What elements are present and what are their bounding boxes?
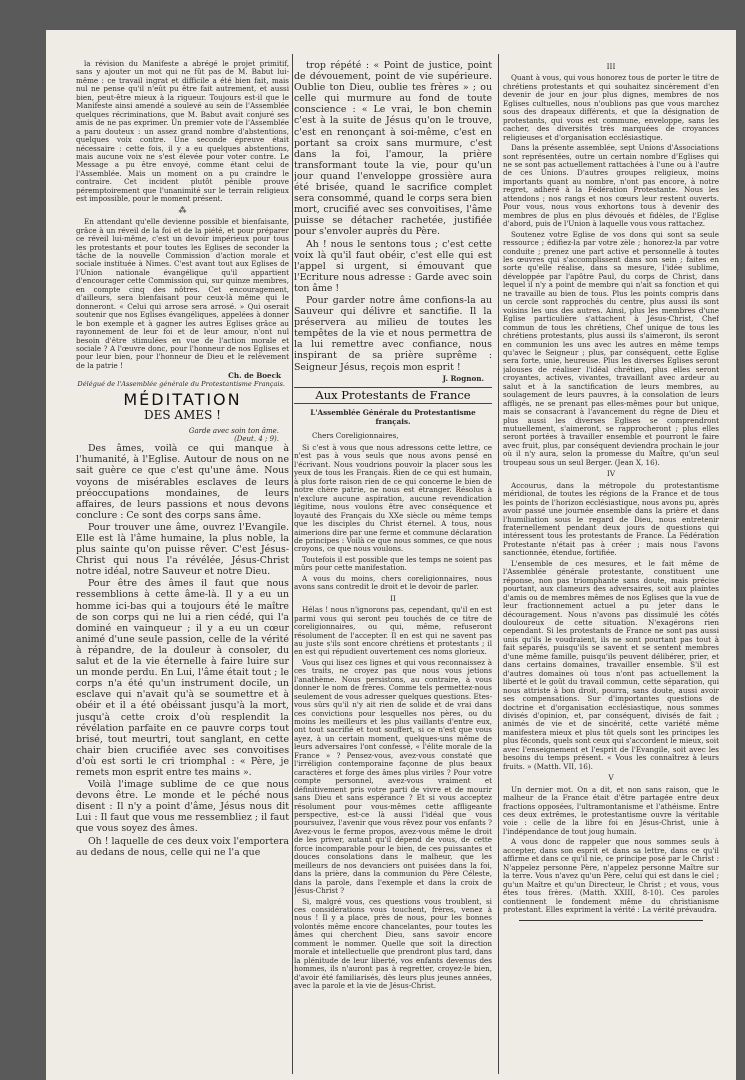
- letter-paragraph: A vous du moins, chers coreligionnaires, nous avons sans contredit le droit et le devoir de parler.: [294, 573, 492, 592]
- salutation: Chers Coreligionnaires,: [312, 430, 399, 440]
- protestants-subheading: L'Assemblée Générale du Protestantisme français.: [310, 407, 476, 426]
- section-number: IV: [606, 469, 616, 479]
- meditation-paragraph: Ah ! nous le sentons tous ; c'est cette voix là qu'il faut obéir, c'est elle qui est l'appel si urgent, si émouvant que l'Ecriture nous adresse : Garde avec soin ton âme !: [294, 238, 492, 294]
- letter-paragraph: Si, malgré vous, ces questions vous troublent, si ces considérations vous touchent, frères, venez à nous ! Il y a place, près de nous, pour les bonnes volontés même encore chancelantes, pour toutes les âmes qui cherchent Dieu, sans savoir encore comment le nommer. Quelle que soit la direction morale et intellectuelle que prendront plus tard, dans la plénitude de leur liberté, vos enfants devenus des hommes, ils n'auront pas à regretter, croyez-le bien, d'avoir été familiarisés, dès leurs plus jeunes années, avec la parole et la vie de Jésus-Christ.: [294, 896, 492, 991]
- manifest-paragraph: la révision du Manifeste a abrégé le projet primitif, sans y ajouter un mot qui ne fût pas de M. Babut lui-même : ce travail ingrat et difficile a été bien fait, mais nul ne pense qu'il n'eût pu être fait autrement, et aussi bien, peut-être mieux à la rigueur. Toujours est-il que le Manifeste ainsi amendé a soulevé au sein de l'Assemblée quelques récriminations, que M. Babut avait conjuré ses amis de ne pas exprimer. Un premier vote de l'Assemblée a paru douteux : un assez grand nombre d'abstentions, quelques voix contre. Une seconde épreuve était nécessaire : cette fois, il y a eu quelques abstentions, mais aucune voix ne s'est élevée pour voter contre. Le Message a pu être envoyé, comme étant celui de l'Assemblée. Mais un moment on a pu craindre le contraire. Cet incident plutôt pénible prouve péremptoirement que l'unanimité sur le terrain religieux est impossible, pour le moment présent.: [76, 60, 289, 204]
- meditation-paragraph: Oh ! laquelle de ces deux voix l'emportera au dedans de nous, celle qui ne l'a que: [76, 835, 289, 858]
- meditation-signature: J. Rognon.: [442, 373, 484, 383]
- letter-paragraph: Si c'est à vous que nous adressons cette lettre, ce n'est pas à vous seuls que nous avons pensé en l'écrivant. Nous voudrions pouvoir la placer sous les yeux de tous les Français. Rien de ce qui est humain, à plus forte raison rien de ce qui concerne le bien de notre chère patrie, ne nous est étranger. Résolus à n'exclure aucune aspiration, aucune revendication légitime, nous voulons être avec conséquence et loyauté des Français du XXe siècle ou même temps que les disciples du Christ éternel. A tous, nous aimerions dire par une ferme et commune déclaration de principes : Voilà ce que nous sommes, ce que nous croyons, ce que nous voulons.: [294, 442, 492, 554]
- epigraph-reference: (Deut. 4 ; 9).: [234, 435, 279, 444]
- section-number: V: [608, 773, 614, 783]
- letter-paragraph: Vous qui lisez ces lignes et qui vous reconnaissez à ces traits, ne croyez pas que nous vous jetions l'anathème. Nous persistons, au contraire, à vous donner le nom de frères. Comme tels permettez-nous seulement de vous adresser quelques questions. Etes-vous sûrs qu'il n'y ait rien de solide et de vrai dans ces convictions pour lesquelles nos pères, ou du moins les meilleurs et les plus vaillants d'entre eux, ont tout sacrifié et tout souffert, si ce n'est que vous ayez, à un certain moment, quelques-uns même de leurs adversaires l'ont confessé, « l'élite morale de la France » ? Pensez-vous, avez-vous constaté que l'irréligion contemporaine façonne de plus beaux caractères et forge des âmes plus viriles ? Pour votre compte personnel, avez-vous vraiment et définitivement pris votre parti de vivre et de mourir sans Dieu et sans espérance ? Et si vous acceptez résolument pour vous-mêmes cette affligeante perspective, est-ce là aussi l'idéal que vous poursuivez, l'avenir que vous rêvez pour vos enfants ? Avez-vous le ferme propos, avez-vous même le droit de les priver, autant qu'il dépend de vous, de cette force incomparable pour le bien, de ces puissantes et douces consolations dans le malheur, que les meilleurs de nos devanciers ont puisées dans la foi, dans la prière, dans la communion du Père Céleste, dans la parole, dans l'exemple et dans la croix de Jésus-Christ ?: [294, 657, 492, 896]
- section-number: III: [606, 62, 616, 71]
- column-left: [76, 60, 289, 859]
- section-number: II: [390, 593, 396, 603]
- column-right: [503, 60, 719, 927]
- letter-paragraph: Accourus, dans la métropole du protestantisme méridional, de toutes les régions de la France et de tous les points de l'horizon ecclésiastique, nous avons pu, après avoir passé une journée ensemble dans la prière et dans l'humiliation sous le regard de Dieu, nous entretenir fraternellement pendant deux jours de questions qui intéressent tous les protestants de France. La Fédération Protestante n'était pas à créer ; mais nous l'avons sanctionnée, étendue, fortifiée.: [503, 480, 719, 558]
- letter-paragraph: Un dernier mot. On a dit, et non sans raison, que le malheur de la France était d'être partagée entre deux fractions opposées, l'ultramontanisme et l'athéisme. Entre ces deux extrêmes, le protestantisme ouvre la véritable voie : celle de la libre foi en Jésus-Christ, unie à l'indépendance de tout joug humain.: [503, 784, 719, 836]
- signature-role: Délégué de l'Assemblée générale du Protestantisme Français.: [77, 379, 285, 388]
- article-title: DES AMES !: [144, 407, 221, 422]
- column-middle: [294, 60, 492, 993]
- meditation-paragraph: Pour garder notre âme confions-la au Sauveur qui délivre et sanctifie. Il la préservera au milieu de toutes les tempêtes de la vie et nous permettra de la lui remettre avec confiance, nous inspirant de sa prière suprême : Seigneur Jésus, reçois mon esprit !: [294, 294, 492, 373]
- closing-rule: [519, 920, 703, 921]
- epigraph-text: Garde avec soin ton âme.: [188, 427, 279, 436]
- letter-paragraph: Hélas ! nous n'ignorons pas, cependant, qu'il en est parmi vous qui seront peu touchés de ce titre de coreligionnaires, ou qui, même, refuseront résolument de l'accepter. Il en est qui ne savent pas au juste s'ils sont encore chrétiens et protestants ; il en est qui répudient ouvertement ces noms glorieux.: [294, 605, 492, 657]
- column-rule: [498, 54, 499, 1074]
- letter-paragraph: Toutefois il est possible que les temps ne soient pas mûrs pour cette manifestation.: [294, 554, 492, 573]
- article-signature: Ch. de Boeck: [228, 371, 281, 381]
- meditation-body: [76, 443, 289, 857]
- meditation-heading: MÉDITATION: [123, 390, 242, 410]
- section-separator: ⁂: [178, 205, 187, 215]
- newspaper-page: [46, 30, 736, 1080]
- letter-paragraph: L'ensemble de ces mesures, et le fait même de l'Assemblée générale protestante, constituent une réponse, non pas triomphante sans doute, mais précise pourtant, aux clameurs des adversaires, soit aux plaintes d'amis ou de membres mêmes de nos Eglises que la vue de leur fractionnement actuel a pu jeter dans le découragement. Nous n'avons pas dissimulé les côtés douloureux de cette situation. N'exagérons rien cependant. Si les protestants de France ne sont pas aussi unis qu'ils le voudraient, ils ne sont pourtant pas tout à fait séparés, puisqu'ils se savent et se sentent membres d'une même famille, puisqu'ils peuvent délibérer, prier, et dans certains domaines, travailler ensemble. S'il est d'autres domaines où tous n'ont pas actuellement la liberté et le goût du travail commun, cette séparation, qui nous attriste à bon droit, pourra, sans doute, aussi avoir ses compensations. Sur d'importantes questions de doctrine et d'organisation ecclésiastique, nous sommes divisés d'opinion, et, par conséquent, divisés de fait ; animés de vie et de sincérité, cette variété même manifestera mieux et plus tôt quels sont les principes les plus féconds, quels sont ceux qui s'accordent le mieux, soit avec l'enseignement et l'esprit de l'Evangile, soit avec les besoins du temps présent. « Vous les connaîtrez à leurs fruits. » (Matth. VII, 16).: [503, 558, 719, 771]
- meditation-continuation: [294, 60, 492, 373]
- letter-paragraph: A vous donc de rappeler que nous sommes seuls à accepter, dans son esprit et dans sa lettre, dans ce qu'il affirme et dans ce qu'il nie, ce principe posé par le Christ : N'appelez personne Père, n'appelez personne Maître sur la terre. Vous n'avez qu'un Père, celui qui est dans le ciel ; qu'un Maître et qu'un Directeur, le Christ ; et vous, vous êtes tous frères. (Matth. XXIII, 8-10). Ces paroles contiennent le fondement même du christianisme protestant. Elles expriment la vérité : La vérité prévaudra.: [503, 837, 719, 914]
- column-rule: [292, 54, 293, 1074]
- letter-paragraph: Dans la présente assemblée, sept Unions d'Associations sont représentées, outre un certain nombre d'Eglises qui ne se sont pas actuellement rattachées à l'une ou à l'autre de ces Unions. D'autres groupes religieux, moins importants quant au nombre, n'ont pas encore, à notre regret, adhéré à la Fédération Protestante. Nous les attendons ; nos rangs et nos cœurs leur restent ouverts. Pour vous, nous vous exhortons tous à devenir des membres de plus en plus dévoués et fidèles, de l'Eglise d'abord, puis de l'Union à laquelle vous vous rattachez.: [503, 143, 719, 229]
- protestants-heading: Aux Protestants de France: [294, 387, 492, 403]
- meditation-paragraph: trop répété : « Point de justice, point de dévouement, point de vie supérieure. Oublie ton Dieu, oublie tes frères » ; ou celle qui murmure au fond de toute conscience : « Le vrai, le bon chemin c'est à la suite de Jésus qu'on le trouve, c'est en renonçant à soi-même, c'est en portant sa croix sans murmure, c'est dans la foi, l'amour, la prière transformant toute la vie, pour qu'un jour quand l'enveloppe grossière aura été brisée, quand le sacrifice complet sera consommé, quand le corps sera bien mort, crucifié avec ses convoitises, l'âme puisse se détacher rachetée, justifiée pour s'envoler auprès du Père.: [294, 60, 492, 238]
- letter-paragraph: Soutenez votre Eglise de vos dons qui sont sa seule ressource ; édifiez-la par votre zèle ; honorez-la par votre conduite ; prenez une part active et personnelle à toutes les œuvres qui s'accomplissent dans son sein ; faites en sorte qu'elle réalise, dans sa mesure, l'idée sublime, développée par l'apôtre Paul, du corps de Christ, dans lequel il n'y a point de membre qui n'ait sa fonction et qui ne travaille au bien de tous. Plus les points compris dans un cercle sont rapprochés du centre, plus aussi ils sont voisins les uns des autres. Ainsi, plus les membres d'une Eglise particulière s'attachent à Jésus-Christ, Chef commun de tous les chrétiens, Chef unique de tous les chrétiens protestants, plus aussi ils s'aimeront, ils seront en communion les uns avec les autres en même temps qu'avec le Seigneur ; plus, par conséquent, cette Eglise sera forte, unie, heureuse. Plus les diverses Eglises seront jalouses de réaliser l'idéal chrétien, plus elles seront croyantes, actives, vivantes, travaillant avec ardeur au salut et à la sanctification de leurs membres, au soulagement de leurs pauvres, à la consolation de leurs affligés, ne se prenant pas elles-mêmes pour but unique, mais se consacrant à l'avancement du règne de Dieu et plus aussi les diverses Eglises se comprendront mutuellement, s'aimeront, se rapprocheront ; plus elles seront portées à travailler ensemble et pourront le faire avec fruit, plus, par conséquent deviendra prochain le jour où il n'y aura, selon la promesse du Maître, qu'un seul troupeau sous un seul Berger. (Jean X, 16).: [503, 229, 719, 467]
- meditation-paragraph: Des âmes, voilà ce qui manque à l'humanité, à l'Eglise. Autour de nous on ne sait guère ce que c'est qu'une âme. Nous voyons de misérables esclaves de leurs préoccupations mondaines, de leurs affaires, de leurs passions et nous devons conclure : Ce sont des corps sans âme.: [76, 443, 289, 521]
- meditation-paragraph: Voilà l'image sublime de ce que nous devons être. Le monde et le péché nous disent : Il n'y a point d'âme, Jésus nous dit Lui : Il faut que vous me ressembliez ; il faut que vous soyez des âmes.: [76, 779, 289, 835]
- letter-paragraph: Quant à vous, qui vous honorez tous de porter le titre de chrétiens protestants et qui souhaitez sincèrement d'en devenir de jour en jour plus dignes, membres de nos Eglises cultuelles, nous n'oublions pas que vous marchez sous des drapeaux différents, et que la désignation de protestants, qui vous est commune, enveloppe, sans les cacher, des diversités très marquées de croyances religieuses et d'organisation ecclésiastique.: [503, 73, 719, 142]
- meditation-paragraph: Pour être des âmes il faut que nous ressemblions à cette âme-là. Il y a eu un homme ici-bas qui a toujours été le maître de son corps qui ne lui a rien cédé, qui l'a dominé en vainqueur ; il y a eu un cœur animé d'une seule passion, celle de la vérité à répandre, de la douleur à consoler, du salut et de la vie éternelle à faire luire sur un monde perdu. En Lui, l'âme était tout ; le corps n'a été qu'un instrument docile, un esclave qui n'avait qu'à se soumettre et à obéir et il a été obéissant jusqu'à la mort, jusqu'à cette croix d'où resplendit la révélation parfaite en ce pauvre corps tout brisé, tout meurtri, tout sanglant, en cette chair bien crucifiée avec ses convoitises d'où est sorti le cri triomphal : « Père, je remets mon esprit entre tes mains ».: [76, 578, 289, 778]
- meditation-paragraph: Pour trouver une âme, ouvrez l'Evangile. Elle est là l'âme humaine, la plus noble, la plus sainte qu'on puisse rêver. C'est Jésus-Christ qui nous l'a révélée, Jésus-Christ notre idéal, notre Sauveur et notre Dieu.: [76, 521, 289, 578]
- appeal-paragraph: En attendant qu'elle devienne possible et bienfaisante, grâce à un réveil de la foi et de la piété, et pour préparer ce réveil lui-même, c'est un devoir impérieux pour tous les protestants et pour toutes les Eglises de seconder la tâche de la nouvelle Commission d'action morale et sociale instituée à Nimes. C'est avant tout aux Eglises de l'Union nationale évangélique qu'il appartient d'encourager cette Commission qui, sur quinze membres, en compte cinq des nôtres. Cet encouragement, d'ailleurs, sera bienfaisant pour ceux-là même qui le donneront. « Celui qui arrose sera arrosé. » Qui oserait soutenir que nos Eglises évangéliques, appelées à donner le bon exemple et à gagner les autres Eglises grâce au rayonnement de leur foi et de leur amour, n'ont nul besoin d'être stimulées en vue de l'action morale et sociale ? A l'œuvre donc, pour l'honneur de nos Eglises et pour leur bien, pour l'honneur de Dieu et le relèvement de la patrie !: [76, 217, 289, 370]
